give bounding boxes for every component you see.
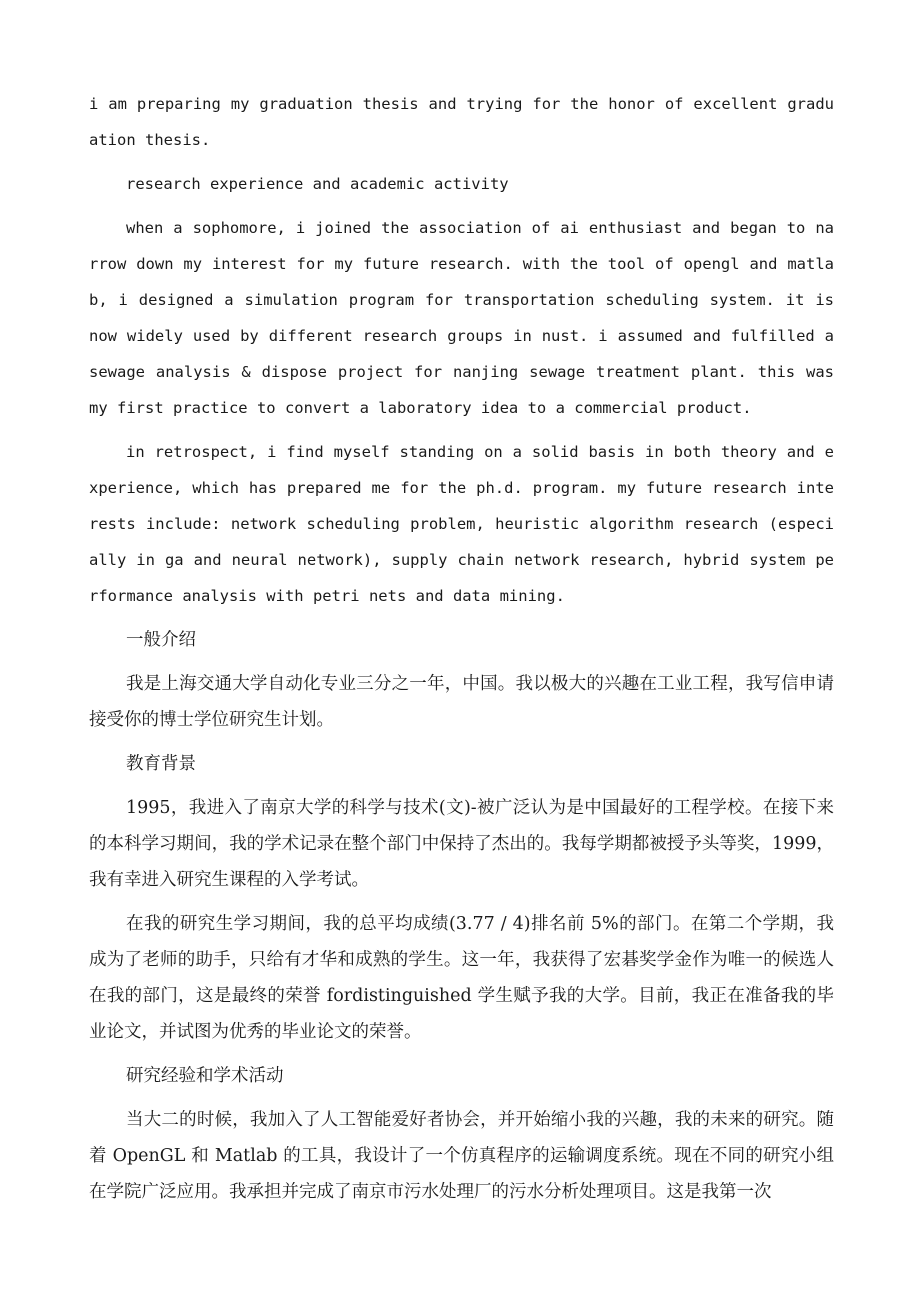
paragraph-thesis-continuation: i am preparing my graduation thesis and trying for the honor of excellent graduation thesis. bbox=[89, 95, 834, 149]
heading-research-experience-zh: 研究经验和学术活动 bbox=[126, 1066, 284, 1086]
paragraph-retrospect-en: in retrospect, i find myself standing on a solid basis in both theory and experience, which has prepared me for the ph.d. program. my future research interests include: network scheduling problem, heuristic algorithm research (especially in ga and neural network), supply chain network research, hybrid system performance analysis with petri nets and data mining. bbox=[89, 443, 834, 605]
paragraph-intro-zh: 我是上海交通大学自动化专业三分之一年，中国。我以极大的兴趣在工业工程，我写信申请接受你的博士学位研究生计划。 bbox=[89, 674, 834, 730]
paragraph-sophomore-research-en: when a sophomore, i joined the association of ai enthusiast and began to narrow down my interest for my future research. with the tool of opengl and matlab, i designed a simulation program for transportation scheduling system. it is now widely used by different research groups in nust. i assumed and fulfilled a sewage analysis & dispose project for nanjing sewage treatment plant. this was my first practice to convert a laboratory idea to a commercial product. bbox=[89, 219, 834, 417]
document-page bbox=[89, 86, 834, 1218]
heading-education-zh: 教育背景 bbox=[126, 754, 196, 774]
paragraph-sophomore-research-zh: 当大二的时候，我加入了人工智能爱好者协会，并开始缩小我的兴趣，我的未来的研究。随着 OpenGL 和 Matlab 的工具，我设计了一个仿真程序的运输调度系统。现在不同的研究小组在学院广泛应用。我承担并完成了南京市污水处理厂的污水分析处理项目。这是我第一次 bbox=[89, 1110, 834, 1202]
heading-general-intro-zh: 一般介绍 bbox=[126, 630, 196, 650]
paragraph-graduate-study-zh: 在我的研究生学习期间，我的总平均成绩(3.77 / 4)排名前 5%的部门。在第二个学期，我成为了老师的助手，只给有才华和成熟的学生。这一年，我获得了宏碁奖学金作为唯一的候选人在我的部门，这是最终的荣誉 fordistinguished 学生赋予我的大学。目前，我正在准备我的毕业论文，并试图为优秀的毕业论文的荣誉。 bbox=[89, 914, 834, 1042]
heading-research-experience-en: research experience and academic activity bbox=[126, 175, 509, 193]
paragraph-education-1995-zh: 1995，我进入了南京大学的科学与技术(文)-被广泛认为是中国最好的工程学校。在接下来的本科学习期间，我的学术记录在整个部门中保持了杰出的。我每学期都被授予头等奖，1999，我有幸进入研究生课程的入学考试。 bbox=[89, 798, 834, 890]
